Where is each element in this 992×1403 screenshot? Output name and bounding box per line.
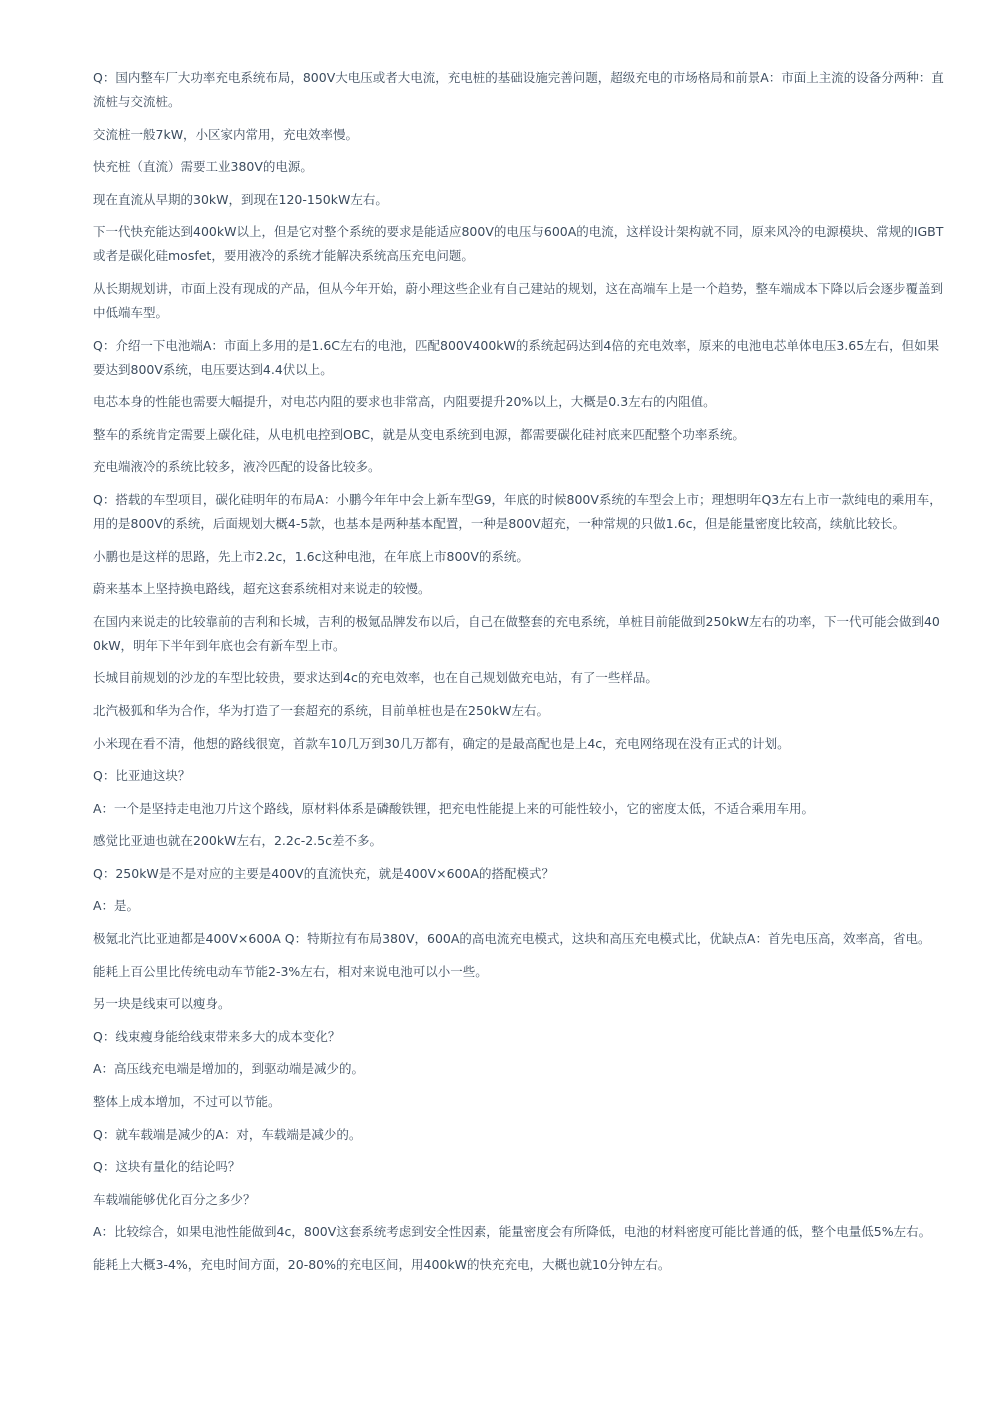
paragraph: 小米现在看不清，他想的路线很宽，首款车10几万到30几万都有，确定的是最高配也是上4c，充电网络现在没有正式的计划。 (93, 735, 790, 751)
paragraph: 感觉比亚迪也就在200kW左右，2.2c-2.5c差不多。 (93, 833, 382, 849)
document-page (93, 66, 945, 1286)
paragraph: 车载端能够优化百分之多少？ (93, 1191, 256, 1207)
paragraph: 小鹏也是这样的思路，先上市2.2c，1.6c这种电池，在年底上市800V的系统。 (93, 548, 529, 564)
paragraph: 长城目前规划的沙龙的车型比较贵，要求达到4c的充电效率，也在自己规划做充电站，有了一些样品。 (93, 670, 658, 686)
paragraph: Q：250kW是不是对应的主要是400V的直流快充，就是400V×600A的搭配模式？ (93, 865, 554, 881)
paragraph: Q：这块有量化的结论吗？ (93, 1159, 241, 1175)
paragraph: 另一块是线束可以瘦身。 (93, 996, 231, 1012)
paragraph: 极氪北汽比亚迪都是400V×600A Q：特斯拉有布局380V，600A的高电流充电模式，这块和高压充电模式比，优缺点A：首先电压高，效率高，省电。 (93, 931, 931, 947)
paragraph: Q：搭载的车型项目，碳化硅明年的布局A：小鹏今年年中会上新车型G9，年底的时候800V系统的车型会上市；理想明年Q3左右上市一款纯电的乘用车，用的是800V的系统，后面规划大概4-5款，也基本是两种基本配置，一种是800V超充，一种常规的只做1.6c，但是能量密度比较高，续航比较长。 (93, 491, 942, 531)
paragraph: A：是。 (93, 898, 140, 914)
paragraph: 在国内来说走的比较靠前的吉利和长城，吉利的极氪品牌发布以后，自己在做整套的充电系统，单桩目前能做到250kW左右的功率，下一代可能会做到400kW，明年下半年到年底也会有新车型上市。 (93, 613, 940, 653)
paragraph: Q：国内整车厂大功率充电系统布局，800V大电压或者大电流，充电桩的基础设施完善问题，超级充电的市场格局和前景A：市面上主流的设备分两种：直流桩与交流桩。 (93, 70, 944, 109)
paragraph: 整车的系统肯定需要上碳化硅，从电机电控到OBC，就是从变电系统到电源，都需要碳化硅衬底来匹配整个功率系统。 (93, 426, 745, 442)
paragraph: 电芯本身的性能也需要大幅提升，对电芯内阻的要求也非常高，内阻要提升20%以上，大概是0.3左右的内阻值。 (93, 394, 716, 410)
paragraph: A：比较综合，如果电池性能做到4c，800V这套系统考虑到安全性因素，能量密度会有所降低，电池的材料密度可能比普通的低，整个电量低5%左右。 (93, 1224, 932, 1240)
paragraph: 蔚来基本上坚持换电路线，超充这套系统相对来说走的较慢。 (93, 581, 431, 597)
paragraph: 能耗上大概3-4%，充电时间方面，20-80%的充电区间，用400kW的快充充电，大概也就10分钟左右。 (93, 1257, 671, 1272)
paragraph: Q：比亚迪这块？ (93, 768, 191, 784)
paragraph: A：一个是坚持走电池刀片这个路线，原材料体系是磷酸铁锂，把充电性能提上来的可能性较小，它的密度太低，不适合乘用车用。 (93, 800, 815, 816)
paragraph: 整体上成本增加，不过可以节能。 (93, 1094, 281, 1110)
paragraph: Q：就车载端是减少的A：对，车载端是减少的。 (93, 1126, 362, 1142)
paragraph: 交流桩一般7kW，小区家内常用，充电效率慢。 (93, 126, 359, 142)
paragraph: 现在直流从早期的30kW，到现在120-150kW左右。 (93, 191, 388, 207)
paragraph: 北汽极狐和华为合作，华为打造了一套超充的系统，目前单桩也是在250kW左右。 (93, 702, 549, 718)
paragraph: Q：线束瘦身能给线束带来多大的成本变化？ (93, 1028, 341, 1044)
paragraph: 下一代快充能达到400kW以上，但是它对整个系统的要求是能适应800V的电压与600A的电流，这样设计架构就不同，原来风冷的电源模块、常规的IGBT或者是碳化硅mosfet，要用液冷的系统才能解决系统高压充电问题。 (93, 224, 944, 264)
paragraph: 能耗上百公里比传统电动车节能2-3%左右，相对来说电池可以小一些。 (93, 963, 488, 979)
paragraph: 充电端液冷的系统比较多，液冷匹配的设备比较多。 (93, 459, 381, 475)
paragraph: Q：介绍一下电池端A：市面上多用的是1.6C左右的电池，匹配800V400kW的系统起码达到4倍的充电效率，原来的电池电芯单体电压3.65左右，但如果要达到800V系统，电压要达到4.4伏以上。 (93, 337, 940, 377)
paragraph: 快充桩（直流）需要工业380V的电源。 (93, 159, 313, 175)
paragraph: 从长期规划讲，市面上没有现成的产品，但从今年开始，蔚小理这些企业有自己建站的规划，这在高端车上是一个趋势，整车端成本下降以后会逐步覆盖到中低端车型。 (93, 280, 944, 320)
paragraph: A：高压线充电端是增加的，到驱动端是减少的。 (93, 1061, 365, 1077)
